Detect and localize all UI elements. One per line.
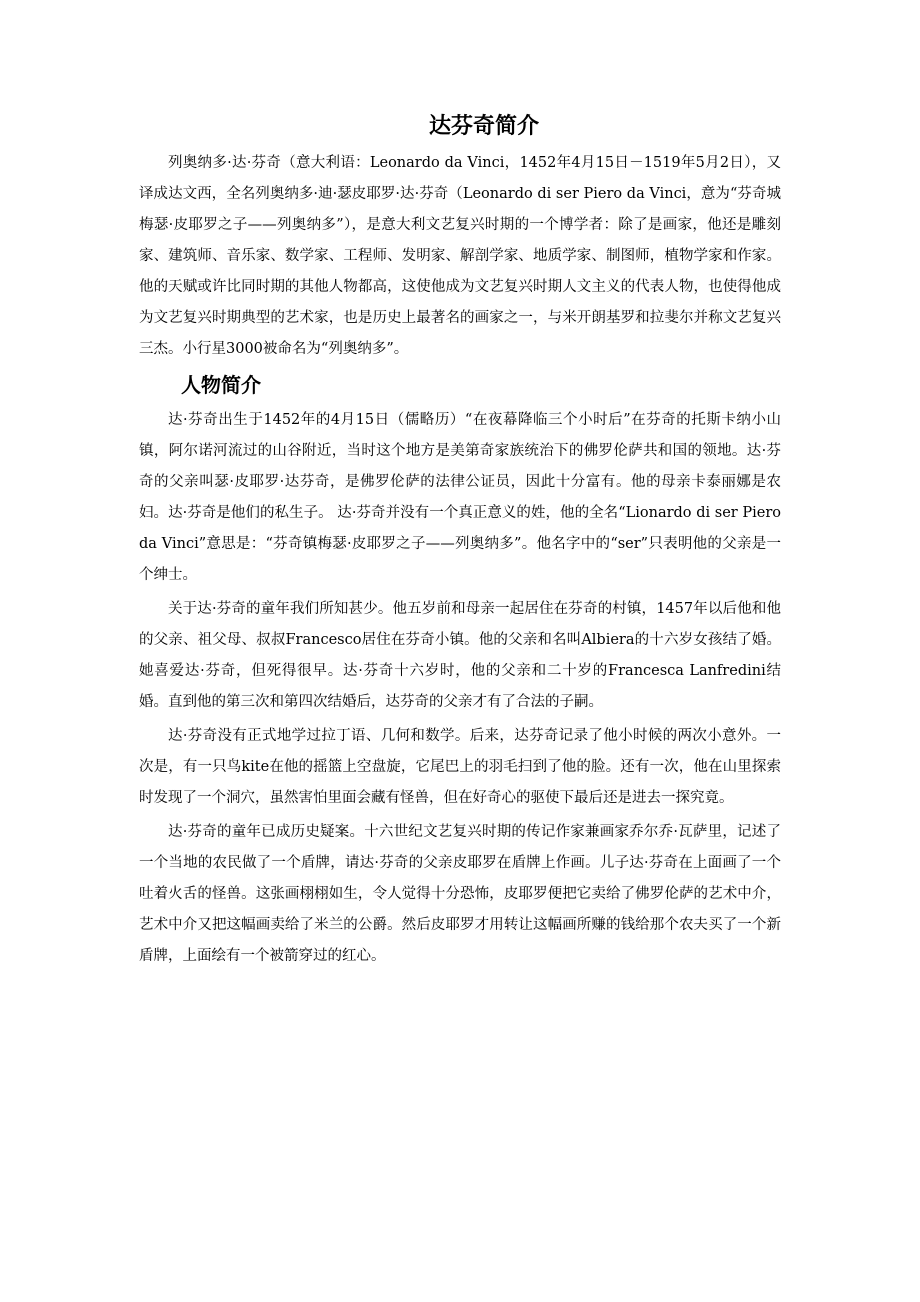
body-paragraph-childhood: 关于达·芬奇的童年我们所知甚少。他五岁前和母亲一起居住在芬奇的村镇，1457年以后他和他的父亲、祖父母、叔叔Francesco居住在芬奇小镇。他的父亲和名叫Albiera的十六岁女孩结了婚。她喜爱达·芬奇，但死得很早。达·芬奇十六岁时，他的父亲和二十岁的Francesca Lanfredini结婚。直到他的第三次和第四次结婚后，达芬奇的父亲才有了合法的子嗣。 [139, 601, 781, 710]
document-title: 达芬奇简介 [428, 114, 539, 139]
section-heading: 人物简介 [181, 373, 261, 397]
document-page [139, 112, 781, 975]
intro-paragraph: 列奥纳多·达·芬奇（意大利语：Leonardo da Vinci，1452年4月15日－1519年5月2日），又译成达文西，全名列奥纳多·迪·瑟皮耶罗·达·芬奇（Leonardo di ser Piero da Vinci，意为“芬奇城梅瑟·皮耶罗之子——列奥纳多”），是意大利文艺复兴时期的一个博学者：除了是画家，他还是雕刻家、建筑师、音乐家、数学家、工程师、发明家、解剖学家、地质学家、制图师，植物学家和作家。他的天赋或许比同时期的其他人物都高，这使他成为文艺复兴时期人文主义的代表人物，也使得他成为文艺复兴时期典型的艺术家，也是历史上最著名的画家之一，与米开朗基罗和拉斐尔并称文艺复兴三杰。小行星3000被命名为“列奥纳多”。 [139, 155, 781, 357]
body-paragraph-birth: 达·芬奇出生于1452年的4月15日（儒略历）“在夜幕降临三个小时后”在芬奇的托斯卡纳小山镇，阿尔诺河流过的山谷附近，当时这个地方是美第奇家族统治下的佛罗伦萨共和国的领地。达·芬奇的父亲叫瑟·皮耶罗·达芬奇，是佛罗伦萨的法律公证员，因此十分富有。他的母亲卡泰丽娜是农妇。达·芬奇是他们的私生子。 达·芬奇并没有一个真正意义的姓，他的全名“Lionardo di ser Piero da Vinci”意思是：“芬奇镇梅瑟·皮耶罗之子——列奥纳多”。他名字中的“ser”只表明他的父亲是一个绅士。 [139, 412, 781, 583]
body-paragraph-education: 达·芬奇没有正式地学过拉丁语、几何和数学。后来，达芬奇记录了他小时候的两次小意外。一次是，有一只鸟kite在他的摇篮上空盘旋，它尾巴上的羽毛扫到了他的脸。还有一次，他在山里探索时发现了一个洞穴，虽然害怕里面会藏有怪兽，但在好奇心的驱使下最后还是进去一探究竟。 [139, 728, 781, 806]
body-paragraph-shield: 达·芬奇的童年已成历史疑案。十六世纪文艺复兴时期的传记作家兼画家乔尔乔·瓦萨里，记述了一个当地的农民做了一个盾牌，请达·芬奇的父亲皮耶罗在盾牌上作画。儿子达·芬奇在上面画了一个吐着火舌的怪兽。这张画栩栩如生，令人觉得十分恐怖，皮耶罗便把它卖给了佛罗伦萨的艺术中介，艺术中介又把这幅画卖给了米兰的公爵。然后皮耶罗才用转让这幅画所赚的钱给那个农夫买了一个新盾牌，上面绘有一个被箭穿过的红心。 [139, 824, 781, 964]
